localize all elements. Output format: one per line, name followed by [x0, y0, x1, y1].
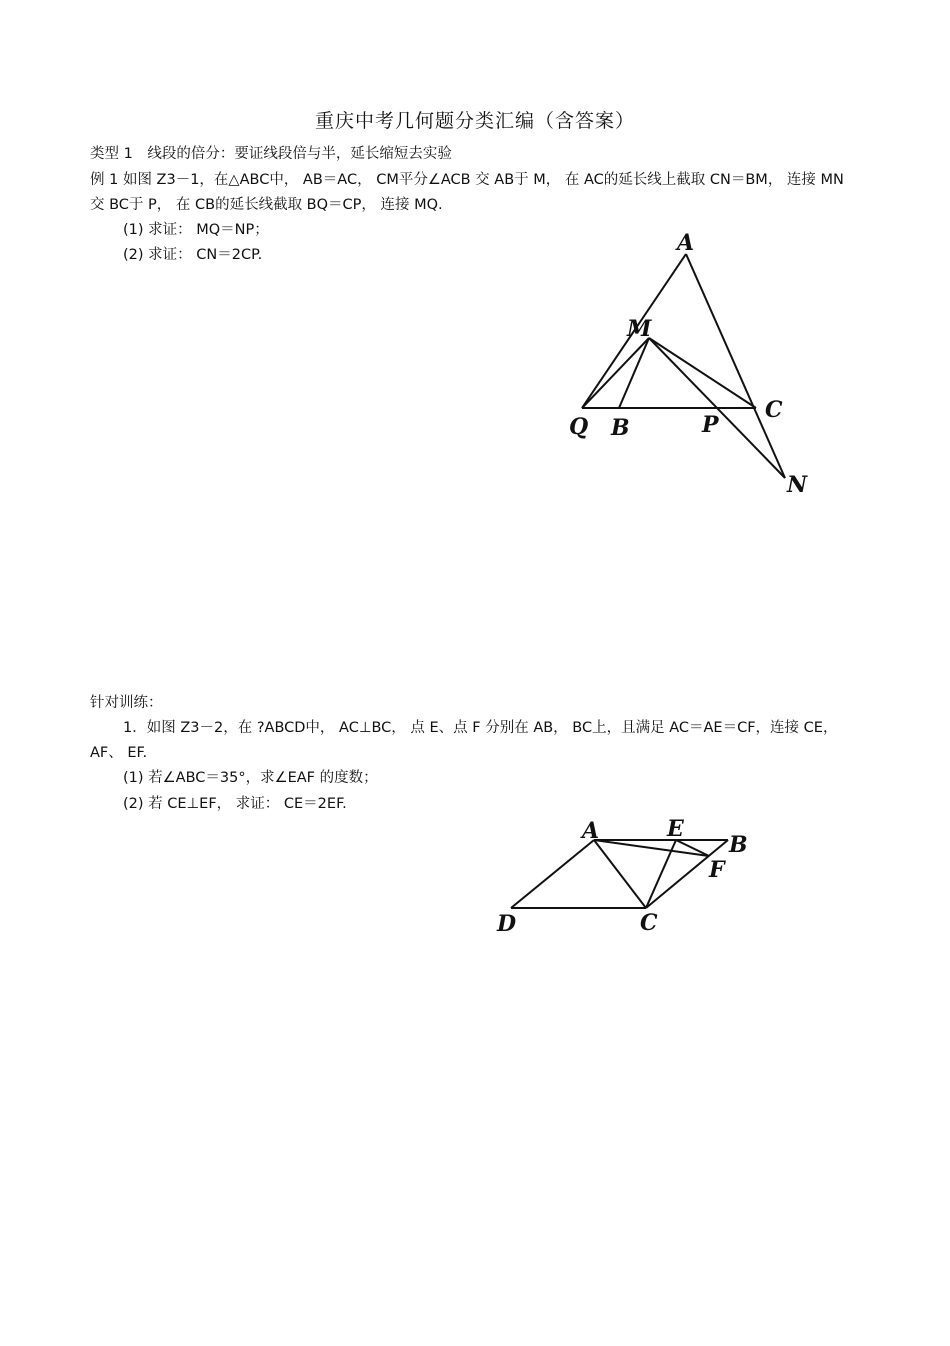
label-e: E [667, 816, 684, 842]
label-n: N [787, 472, 808, 498]
label-f: F [709, 857, 725, 883]
segment-a-c [594, 840, 646, 908]
label-a: A [582, 818, 600, 844]
label-a: A [677, 230, 695, 256]
example-question-2: (2) 求证： CN＝2CP. [123, 247, 263, 263]
practice-heading: 针对训练： [90, 695, 163, 711]
practice-line-1: 1．如图 Z3－2，在 ?ABCD中， AC⊥BC， 点 E、点 F 分别在 AB， BC上，且满足 AC＝AE＝CF，连接 CE， [123, 720, 838, 736]
example-line-1: 例 1 如图 Z3－1，在△ABC中， AB＝AC， CM平分∠ACB 交 AB于 M， 在 AC的延长线上截取 CN＝BM， 连接 MN [90, 172, 844, 188]
label-b: B [611, 415, 630, 441]
label-p: P [702, 412, 719, 438]
example-line-2: 交 BC于 P， 在 CB的延长线截取 BQ＝CP， 连接 MQ. [90, 197, 443, 213]
label-c: C [765, 397, 783, 423]
practice-question-2: (2) 若 CE⊥EF， 求证： CE＝2EF. [123, 796, 347, 812]
practice-question-1: (1) 若∠ABC＝35°，求∠EAF 的度数； [123, 770, 378, 786]
page-title: 重庆中考几何题分类汇编（含答案） [314, 110, 635, 132]
label-q: Q [569, 414, 589, 440]
label-b: B [729, 832, 748, 858]
label-m: M [627, 316, 652, 342]
label-c: C [640, 910, 658, 936]
section-heading: 类型 1 线段的倍分：要证线段倍与半，延长缩短去实验 [90, 146, 452, 162]
label-d: D [497, 911, 517, 937]
practice-line-2: AF、 EF. [90, 745, 148, 761]
segment-a-d [511, 840, 594, 908]
figure-2-lines [511, 840, 728, 908]
example-question-1: (1) 求证： MQ＝NP； [123, 222, 269, 238]
